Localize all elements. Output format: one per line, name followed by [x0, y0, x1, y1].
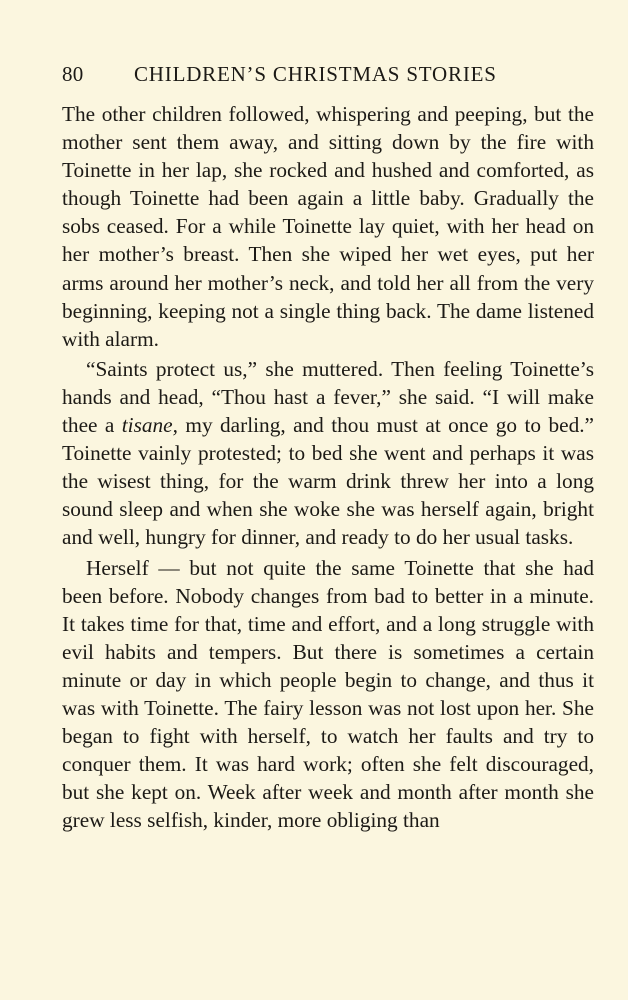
paragraph-3-text: Herself — but not quite the same Toinette that she had been before. Nobody changes from bad to better in a minute. It takes time for that, time and effort, and a long struggle with evil habits and tempers. But there is sometimes a certain minute or day in which people begin to change, and thus it was with Toinette. The fairy lesson was not lost upon her. She began to fight with herself, to watch her faults and try to conquer them. It was hard work; often she felt discouraged, but she kept on. Week after week and month after month she grew less selfish, kinder, more obliging than — [62, 555, 594, 833]
page-number: 80 — [62, 62, 84, 86]
paragraph-2-after: my darling, and thou must at once go to bed.” Toinette vainly protested; to bed she went and perhaps it was the wisest thing, for the warm drink threw her into a long sound sleep and when she woke she was herself again, bright and well, hungry for dinner, and ready to do her usual tasks. — [62, 413, 594, 550]
body-text — [62, 100, 594, 834]
paragraph-2 — [62, 355, 594, 552]
page-header — [62, 62, 562, 94]
running-title: CHILDREN’S CHRISTMAS STORIES — [134, 62, 497, 86]
paragraph-1 — [62, 100, 594, 353]
paragraph-2-before: “Saints protect us,” she muttered. Then feeling Toinette’s hands and head, “Thou hast a fever,” she said. “I will make thee a — [62, 356, 594, 438]
paragraph-2-italic: tisane, — [121, 413, 178, 438]
paragraph-3 — [62, 554, 594, 835]
paragraph-1-text: The other children followed, whispering and peeping, but the mother sent them away, and sitting down by the fire with Toinette in her lap, she rocked and hushed and comforted, as though Toinette had been again a little baby. Gradually the sobs ceased. For a while Toinette lay quiet, with her head on her mother’s breast. Then she wiped her wet eyes, put her arms around her mother’s neck, and told her all from the very beginning, keeping not a single thing back. The dame listened with alarm. — [62, 102, 594, 351]
